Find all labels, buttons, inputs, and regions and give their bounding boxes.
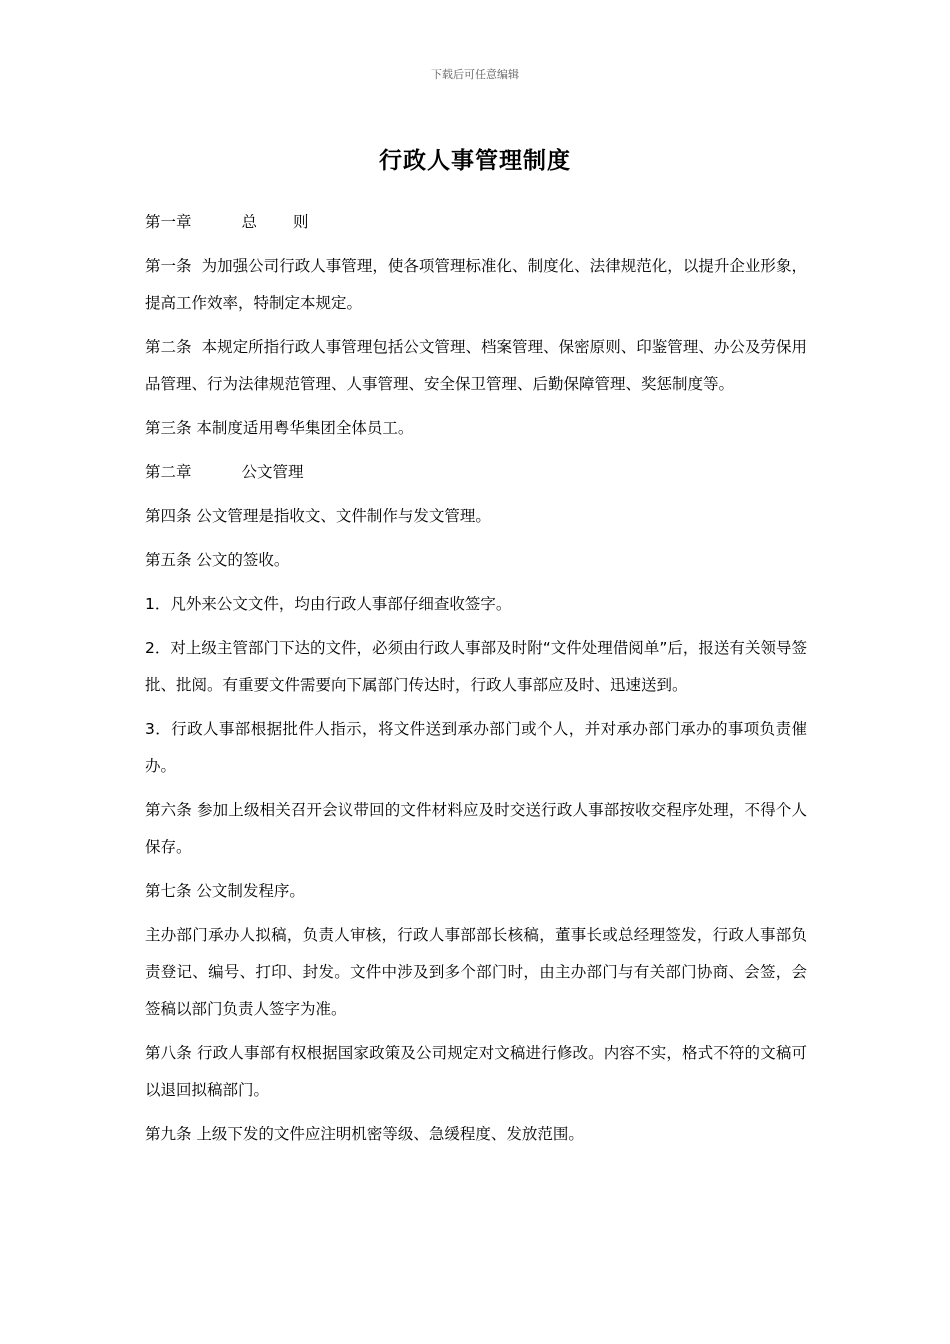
- article-8: 第八条 行政人事部有权根据国家政策及公司规定对文稿进行修改。内容不实，格式不符的文稿可以退回拟稿部门。: [145, 1044, 807, 1099]
- document-body: [145, 204, 807, 1160]
- page-header-note: 下载后可任意编辑: [431, 68, 519, 81]
- article-5-item-3: 3．行政人事部根据批件人指示，将文件送到承办部门或个人，并对承办部门承办的事项负责催办。: [145, 720, 807, 775]
- document-title: 行政人事管理制度: [379, 148, 571, 174]
- article-2-text: 本规定所指行政人事管理包括公文管理、档案管理、保密原则、印鉴管理、办公及劳保用品管理、行为法律规范管理、人事管理、安全保卫管理、后勤保障管理、奖惩制度等。: [145, 338, 807, 393]
- article-6: 第六条 参加上级相关召开会议带回的文件材料应及时交送行政人事部按收交程序处理，不得个人保存。: [145, 801, 807, 856]
- article-3: 第三条 本制度适用粤华集团全体员工。: [145, 419, 414, 437]
- article-5-item-1: 1．凡外来公文文件，均由行政人事部仔细查收签字。: [145, 595, 512, 613]
- article-4: 第四条 公文管理是指收文、文件制作与发文管理。: [145, 507, 491, 525]
- article-2: [145, 329, 807, 403]
- chapter-1-heading: [145, 204, 807, 241]
- article-2-label: 第二条: [145, 338, 192, 356]
- article-5-item-2: 2．对上级主管部门下达的文件，必须由行政人事部及时附“文件处理借阅单”后，报送有关领导签批、批阅。有重要文件需要向下属部门传达时，行政人事部应及时、迅速送到。: [145, 639, 807, 694]
- article-9: 第九条 上级下发的文件应注明机密等级、急缓程度、发放范围。: [145, 1125, 584, 1143]
- article-1-text: 为加强公司行政人事管理，使各项管理标准化、制度化、法律规范化，以提升企业形象，提高工作效率，特制定本规定。: [145, 257, 807, 312]
- article-7: 第七条 公文制发程序。: [145, 882, 305, 900]
- chapter-2-label: 第二章: [145, 463, 192, 481]
- chapter-1-title-word-2: 则: [293, 213, 309, 231]
- chapter-2-title: 公文管理: [241, 463, 304, 481]
- chapter-1-label: 第一章: [145, 213, 192, 231]
- chapter-1-title-word-1: 总: [241, 213, 258, 231]
- article-7-body: 主办部门承办人拟稿，负责人审核，行政人事部部长核稿，董事长或总经理签发，行政人事部负责登记、编号、打印、封发。文件中涉及到多个部门时，由主办部门与有关部门协商、会签，会签稿以部门负责人签字为准。: [145, 926, 807, 1018]
- article-1: [145, 248, 807, 322]
- article-1-label: 第一条: [145, 257, 192, 275]
- chapter-2-heading: [145, 454, 807, 491]
- article-5: 第五条 公文的签收。: [145, 551, 290, 569]
